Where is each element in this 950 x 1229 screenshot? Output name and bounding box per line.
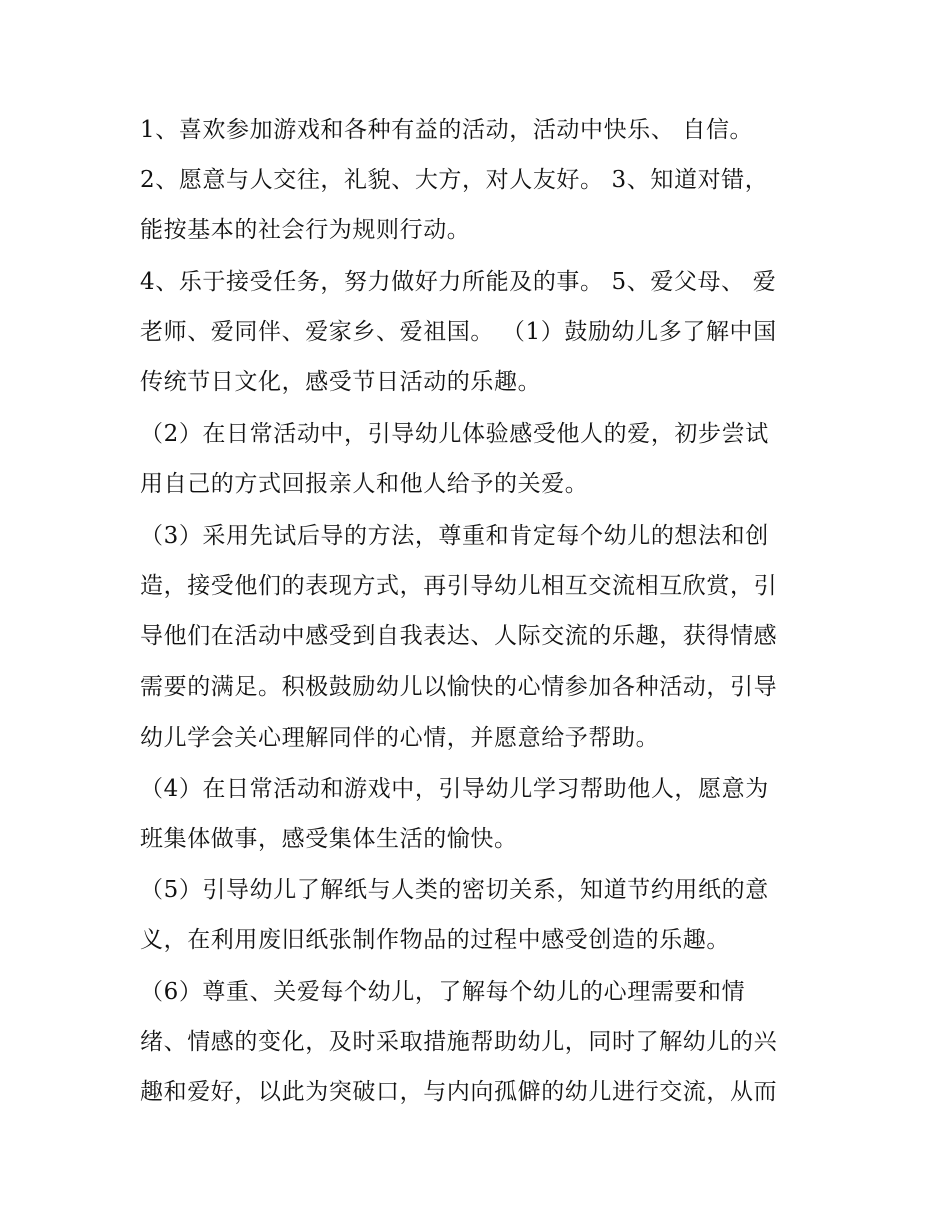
text-line: 幼儿学会关心理解同伴的心情，并愿意给予帮助。 <box>140 725 660 751</box>
text-line: 趣和爱好，以此为突破口，与内向孤僻的幼儿进行交流，从而 <box>140 1079 778 1105</box>
text-line: （5）引导幼儿了解纸与人类的密切关系，知道节约用纸的意 <box>140 877 769 903</box>
text-line: （4）在日常活动和游戏中，引导幼儿学习帮助他人，愿意为 <box>140 776 769 802</box>
text-line: 需要的满足。积极鼓励幼儿以愉快的心情参加各种活动，引导 <box>140 674 778 700</box>
text-line: 传统节日文化，感受节日活动的乐趣。 <box>140 369 542 395</box>
text-line: 1、喜欢参加游戏和各种有益的活动，活动中快乐、 自信。 <box>140 117 754 143</box>
text-line: 用自己的方式回报亲人和他人给予的关爱。 <box>140 471 589 497</box>
text-line: （6）尊重、关爱每个幼儿，了解每个幼儿的心理需要和情 <box>140 979 746 1005</box>
text-line: （2）在日常活动中，引导幼儿体验感受他人的爱，初步尝试 <box>140 421 769 447</box>
text-line: 义，在利用废旧纸张制作物品的过程中感受创造的乐趣。 <box>140 927 730 953</box>
text-line: 造，接受他们的表现方式，再引导幼儿相互交流相互欣赏，引 <box>140 573 778 599</box>
text-line: 班集体做事，感受集体生活的愉快。 <box>140 826 518 852</box>
text-line: 绪、情感的变化，及时采取措施帮助幼儿，同时了解幼儿的兴 <box>140 1029 778 1055</box>
text-line: 2、愿意与人交往，礼貌、大方，对人友好。 3、知道对错， <box>140 167 769 193</box>
text-line: 4、乐于接受任务，努力做好力所能及的事。 5、爱父母、 爱 <box>140 269 777 295</box>
text-line: 能按基本的社会行为规则行动。 <box>140 217 471 243</box>
text-line: 老师、爱同伴、爱家乡、爱祖国。 （1）鼓励幼儿多了解中国 <box>140 319 777 345</box>
text-line: （3）采用先试后导的方法，尊重和肯定每个幼儿的想法和创 <box>140 523 769 549</box>
text-line: 导他们在活动中感受到自我表达、人际交流的乐趣，获得情感 <box>140 623 778 649</box>
